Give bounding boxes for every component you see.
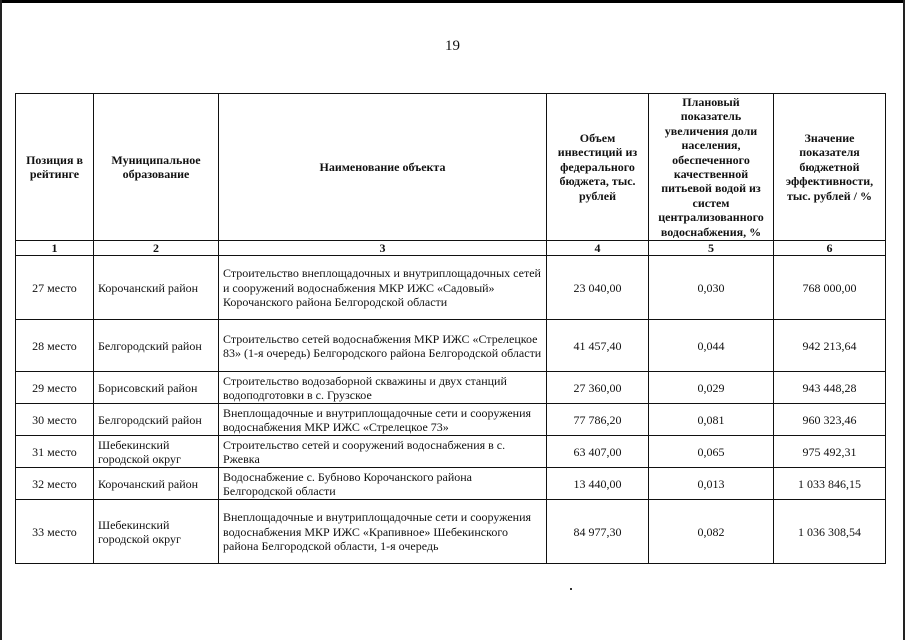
cell-share: 0,082 [649,500,774,564]
cell-efficiency: 942 213,64 [774,320,886,372]
column-number: 3 [219,241,547,256]
cell-municipality: Корочанский район [94,256,219,320]
page-left-edge [0,0,2,640]
header-efficiency: Значение показателя бюджетной эффективности, тыс. рублей / % [774,94,886,241]
table-row [16,372,886,404]
cell-object: Внеплощадочные и внутриплощадочные сети и сооружения водоснабжения МКР ИЖС «Крапивное» Шебекинского района Белгородской области, 1-я очередь [219,500,547,564]
cell-position: 31 место [16,436,94,468]
cell-investment: 23 040,00 [547,256,649,320]
page-top-edge [0,0,905,3]
header-investment: Объем инвестиций из федерального бюджета, тыс. рублей [547,94,649,241]
cell-municipality: Белгородский район [94,320,219,372]
header-municipality: Муниципальное образование [94,94,219,241]
cell-investment: 41 457,40 [547,320,649,372]
page-number: 19 [445,38,460,54]
cell-position: 33 место [16,500,94,564]
table-row [16,500,886,564]
cell-share: 0,013 [649,468,774,500]
cell-efficiency: 768 000,00 [774,256,886,320]
cell-investment: 84 977,30 [547,500,649,564]
cell-share: 0,081 [649,404,774,436]
cell-municipality: Белгородский район [94,404,219,436]
cell-efficiency: 1 033 846,15 [774,468,886,500]
table-row [16,404,886,436]
table-row [16,468,886,500]
cell-object: Строительство сетей водоснабжения МКР ИЖС «Стрелецкое 83» (1-я очередь) Белгородского района Белгородской области [219,320,547,372]
cell-investment: 63 407,00 [547,436,649,468]
cell-share: 0,065 [649,436,774,468]
cell-efficiency: 1 036 308,54 [774,500,886,564]
cell-municipality: Шебекинский городской округ [94,436,219,468]
column-number: 2 [94,241,219,256]
cell-object: Строительство сетей и сооружений водоснабжения в с. Ржевка [219,436,547,468]
cell-efficiency: 943 448,28 [774,372,886,404]
cell-municipality: Борисовский район [94,372,219,404]
scan-speck [570,588,572,590]
column-number: 1 [16,241,94,256]
header-position: Позиция в рейтинге [16,94,94,241]
column-number: 4 [547,241,649,256]
cell-municipality: Корочанский район [94,468,219,500]
cell-position: 28 место [16,320,94,372]
table-row [16,320,886,372]
cell-position: 27 место [16,256,94,320]
cell-investment: 27 360,00 [547,372,649,404]
table-row [16,256,886,320]
cell-municipality: Шебекинский городской округ [94,500,219,564]
cell-share: 0,029 [649,372,774,404]
header-share: Плановый показатель увеличения доли населения, обеспеченного качественной питьевой водой из систем централизованного водоснабжения, % [649,94,774,241]
cell-efficiency: 960 323,46 [774,404,886,436]
column-number-row [16,241,886,256]
cell-share: 0,044 [649,320,774,372]
cell-object: Внеплощадочные и внутриплощадочные сети и сооружения водоснабжения МКР ИЖС «Стрелецкое 73» [219,404,547,436]
cell-position: 29 место [16,372,94,404]
column-number: 6 [774,241,886,256]
cell-object: Строительство внеплощадочных и внутриплощадочных сетей и сооружений водоснабжения МКР ИЖС «Садовый» Корочанского района Белгородской области [219,256,547,320]
cell-object: Водоснабжение с. Бубново Корочанского района Белгородской области [219,468,547,500]
cell-position: 32 место [16,468,94,500]
rating-table [15,93,886,564]
table-header-row [16,94,886,241]
header-object: Наименование объекта [219,94,547,241]
cell-efficiency: 975 492,31 [774,436,886,468]
cell-object: Строительство водозаборной скважины и двух станций водоподготовки в с. Грузское [219,372,547,404]
table-row [16,436,886,468]
cell-investment: 13 440,00 [547,468,649,500]
cell-investment: 77 786,20 [547,404,649,436]
column-number: 5 [649,241,774,256]
cell-share: 0,030 [649,256,774,320]
cell-position: 30 место [16,404,94,436]
